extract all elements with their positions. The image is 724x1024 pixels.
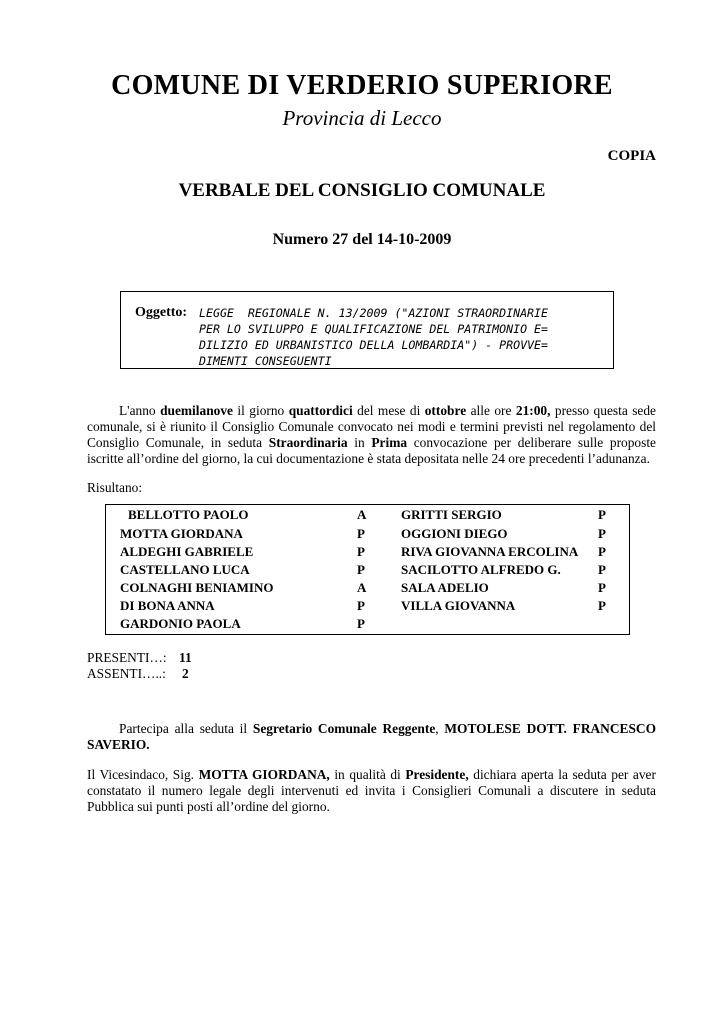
chair-text: Il Vicesindaco, Sig. [87, 767, 199, 782]
member-status: P [598, 543, 606, 559]
table-row [106, 561, 626, 579]
member-status: P [598, 561, 606, 577]
chair-name: MOTTA GIORDANA, [198, 767, 330, 782]
chair-paragraph [87, 767, 656, 815]
intro-text: in [347, 435, 372, 450]
member-status: P [357, 597, 365, 613]
subject-box [120, 291, 614, 369]
attendance-intro: Risultano: [87, 480, 143, 495]
member-name: VILLA GIOVANNA [401, 597, 516, 613]
member-name: GARDONIO PAOLA [120, 616, 241, 631]
absent-count: 2 [182, 665, 189, 681]
member-status: P [598, 579, 606, 595]
province-subtitle: Provincia di Lecco [282, 106, 442, 130]
member-name: MOTTA GIORDANA [120, 525, 243, 541]
absent-count-row [87, 666, 192, 682]
intro-text: presso questa sede comunale, si è riunito il Consiglio Comunale convocato nei modi e termini previsti nel regolamento del Consiglio Comunale, in seduta [87, 403, 656, 450]
intro-text: il giorno [232, 403, 289, 418]
intro-day: quattordici [288, 403, 353, 418]
copy-label: COPIA [607, 148, 656, 164]
member-status: A [357, 507, 367, 522]
chair-text: dichiara aperta la seduta per aver constatato il numero legale degli intervenuti ed invita i Consiglieri Comunali a discutere in seduta Pubblica sui punti posti all’ordine del giorno. [87, 767, 656, 814]
table-row [106, 543, 626, 561]
member-status: P [598, 507, 606, 522]
intro-text: convocazione per deliberare sulle proposte iscritte all’ordine del giorno, la cui documentazione è stata depositata nelle 24 ore precedenti l’adunanza. [87, 435, 656, 466]
subject-line: DILIZIO ED URBANISTICO DELLA LOMBARDIA") - PROVVE= [199, 338, 549, 352]
subject-label: Oggetto: [135, 305, 188, 320]
document-number: Numero 27 del 14-10-2009 [272, 231, 452, 248]
member-status: P [357, 543, 365, 559]
member-name: SACILOTTO ALFREDO G. [401, 561, 561, 577]
municipality-title: COMUNE DI VERDERIO SUPERIORE [111, 70, 613, 101]
chair-role: Presidente, [405, 767, 469, 782]
subject-line: LEGGE REGIONALE N. 13/2009 ("AZIONI STRAORDINARIE [199, 306, 549, 320]
intro-text: del mese di [352, 403, 425, 418]
table-row [114, 506, 626, 524]
member-name: RIVA GIOVANNA ERCOLINA [401, 543, 579, 559]
member-name: DI BONA ANNA [120, 597, 215, 613]
intro-text: alle ore [466, 403, 516, 418]
intro-month: ottobre [424, 403, 467, 418]
secretary-text: Partecipa alla seduta il [119, 721, 253, 736]
intro-time: 21:00, [515, 403, 551, 418]
secretary-role: Segretario Comunale Reggente [252, 721, 436, 736]
subject-text [199, 305, 548, 369]
member-name: OGGIONI DIEGO [401, 525, 508, 541]
secretary-text: , [435, 721, 445, 736]
member-name: BELLOTTO PAOLO [128, 507, 249, 522]
member-name: ALDEGHI GABRIELE [120, 543, 254, 559]
table-row [106, 597, 626, 615]
intro-session-type: Straordinaria [268, 435, 348, 450]
intro-year: duemilanove [160, 403, 233, 418]
present-count: 11 [179, 650, 192, 665]
chair-text: in qualità di [329, 767, 406, 782]
member-status: P [357, 616, 365, 631]
present-count-row [87, 650, 192, 666]
member-status: P [598, 597, 606, 613]
subject-line: PER LO SVILUPPO E QUALIFICAZIONE DEL PATRIMONIO E= [199, 322, 549, 336]
intro-text: L'anno [119, 403, 161, 418]
attendance-table [105, 504, 630, 635]
document-heading: VERBALE DEL CONSIGLIO COMUNALE [178, 180, 546, 201]
member-status: P [357, 525, 365, 541]
present-label: PRESENTI…: [87, 650, 167, 665]
member-name: CASTELLANO LUCA [120, 561, 250, 577]
secretary-paragraph [87, 721, 656, 753]
table-row [106, 579, 626, 597]
member-status: P [598, 525, 606, 541]
member-name: COLNAGHI BENIAMINO [120, 579, 274, 595]
attendance-totals [87, 650, 192, 681]
intro-paragraph [87, 403, 656, 467]
member-status: A [357, 579, 367, 595]
intro-convocation: Prima [371, 435, 408, 450]
member-name: GRITTI SERGIO [401, 507, 502, 522]
subject-line: DIMENTI CONSEGUENTI [199, 354, 332, 368]
table-row [106, 615, 626, 633]
secretary-name: MOTOLESE DOTT. FRANCESCO SAVERIO. [87, 721, 656, 752]
absent-label: ASSENTI…..: [87, 665, 166, 681]
member-name: SALA ADELIO [401, 579, 489, 595]
member-status: P [357, 561, 365, 577]
table-row [106, 525, 626, 543]
